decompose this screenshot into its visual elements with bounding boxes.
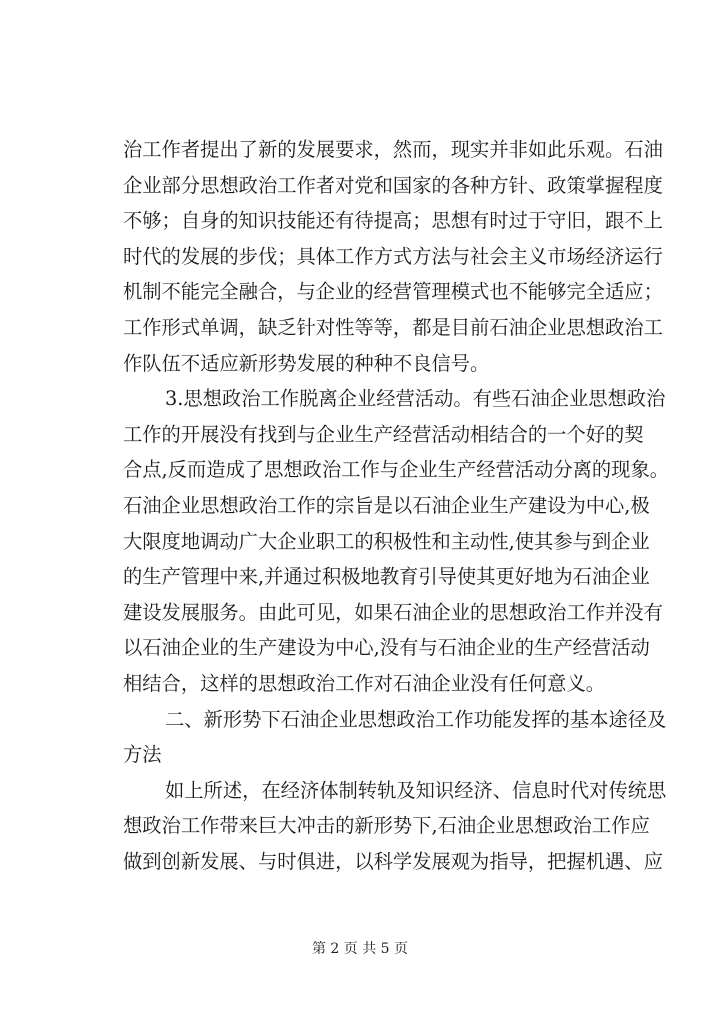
text-line: 合点,反而造成了思想政治工作与企业生产经营活动分离的现象。 — [123, 458, 670, 482]
text-line: 方法 — [123, 743, 162, 767]
text-line: 石油企业思想政治工作的宗旨是以石油企业生产建设为中心,极 — [123, 493, 650, 517]
text-line: 作队伍不适应新形势发展的种种不良信号。 — [123, 351, 490, 375]
body-text — [123, 132, 670, 879]
text-line: 时代的发展的步伐；具体工作方式方法与社会主义市场经济运行 — [123, 244, 663, 268]
page-footer: 第 2 页 共 5 页 — [311, 941, 409, 957]
text-line: 想政治工作带来巨大冲击的新形势下,石油企业思想政治工作应 — [123, 814, 650, 838]
text-line: 治工作者提出了新的发展要求，然而，现实并非如此乐观。石油 — [123, 138, 663, 161]
text-line: 3.思想政治工作脱离企业经营活动。有些石油企业思想政治 — [165, 387, 666, 411]
text-line: 机制不能完全融合，与企业的经营管理模式也不能够完全适应； — [123, 280, 663, 304]
text-line: 工作的开展没有找到与企业生产经营活动相结合的一个好的契 — [123, 422, 644, 446]
text-line: 不够；自身的知识技能还有待提高；思想有时过于守旧，跟不上 — [123, 209, 663, 233]
text-line: 大限度地调动广大企业职工的积极性和主动性,使其参与到企业 — [123, 529, 650, 553]
text-line: 如上所述，在经济体制转轨及知识经济、信息时代对传统思 — [165, 778, 667, 802]
text-line: 企业部分思想政治工作者对党和国家的各种方针、政策掌握程度 — [123, 173, 663, 197]
text-line: 相结合，这样的思想政治工作对石油企业没有任何意义。 — [123, 671, 606, 695]
text-line: 以石油企业的生产建设为中心,没有与石油企业的生产经营活动 — [123, 636, 650, 660]
text-line: 二、新形势下石油企业思想政治工作功能发挥的基本途径及 — [165, 707, 667, 731]
text-line: 的生产管理中来,并通过积极地教育引导使其更好地为石油企业 — [123, 565, 650, 589]
text-line: 做到创新发展、与时俱进，以科学发展观为指导，把握机遇、应 — [123, 849, 663, 873]
text-line: 工作形式单调，缺乏针对性等等，都是目前石油企业思想政治工 — [123, 315, 663, 339]
text-line: 建设发展服务。由此可见，如果石油企业的思想政治工作并没有 — [123, 600, 663, 624]
